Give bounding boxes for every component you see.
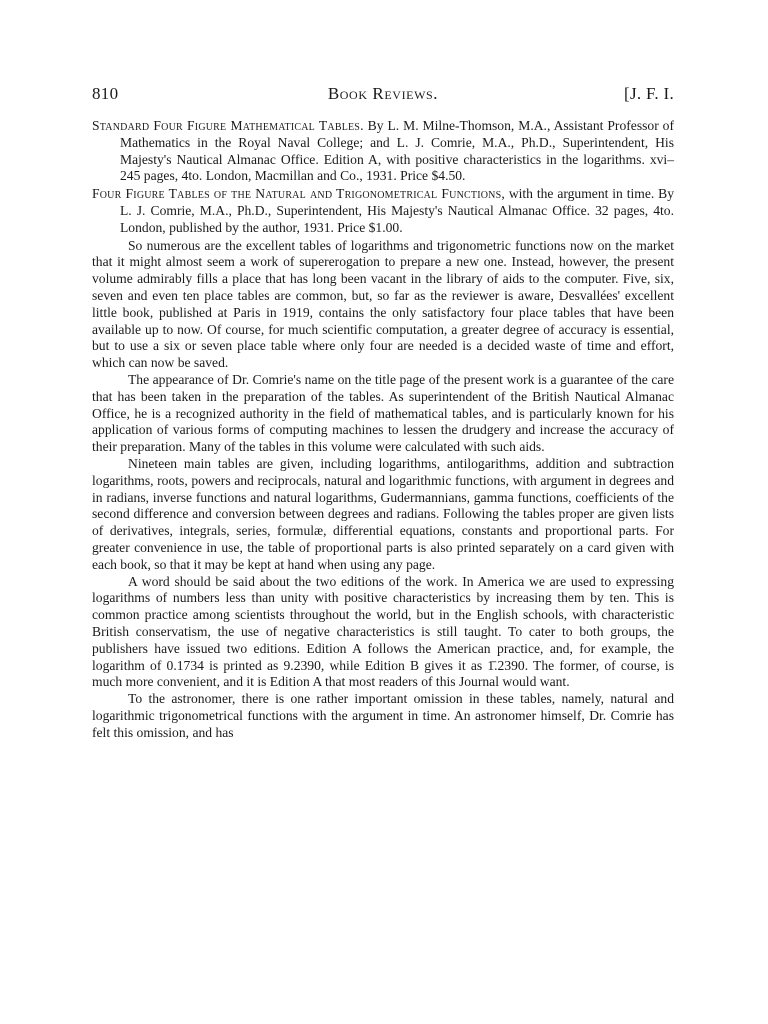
- book-entry-1: [92, 118, 674, 185]
- book-entry-details: By L. M. Milne-Thomson, M.A., Assistant Professor of Mathematics in the Royal Naval College; and L. J. Comrie, M.A., Ph.D., Superintendent, His Majesty's Nautical Almanac Office. Edition A, with positive characteristics in the logarithms. xvi–245 pages, 4to. London, Macmillan and Co., 1931. Price $4.50.: [120, 118, 674, 184]
- running-title: Book Reviews.: [327, 84, 439, 103]
- book-entry-title: Standard Four Figure Mathematical Tables.: [92, 118, 364, 133]
- review-paragraph: To the astronomer, there is one rather important omission in these tables, namely, natural and logarithmic trigonometrical functions with the argument in time. An astronomer himself, Dr. Comrie has felt this omission, and has: [92, 691, 674, 740]
- review-paragraph: Nineteen main tables are given, including logarithms, antilogarithms, addition and subtraction logarithms, roots, powers and reciprocals, natural and logarithmic functions, with argument in degrees and in radians, inverse functions and natural logarithms, Gudermannians, gamma functions, coefficients of the second difference and conversion between degrees and radians. Following the tables proper are given lists of derivatives, integrals, series, formulæ, differential equations, constants and proportional parts. For greater convenience in use, the table of proportional parts is also printed separately on a card given with each book, so that it may be kept at hand when using any page.: [92, 455, 674, 572]
- review-body: [92, 238, 674, 742]
- book-entry-details: with the argument in time. By L. J. Comrie, M.A., Ph.D., Superintendent, His Majesty's Nautical Almanac Office. 32 pages, 4to. London, published by the author, 1931. Price $1.00.: [120, 186, 674, 235]
- page-number: 810: [92, 84, 119, 103]
- review-paragraph: A word should be said about the two editions of the work. In America we are used to expressing logarithms of numbers less than unity with positive characteristics by increasing them by ten. This is common practice among scientists throughout the world, but in the English schools, with characteristic British conservatism, the use of negative characteristics is still taught. To cater to both groups, the publishers have issued two editions. Edition A follows the American practice, and, for example, the logarithm of 0.1734 is printed as 9.2390, while Edition B gives it as 1̄.2390. The former, of course, is much more convenient, and it is Edition A that most readers of this Journal would want.: [92, 573, 674, 690]
- book-entry-title: Four Figure Tables of the Natural and Trigonometrical Functions,: [92, 186, 505, 202]
- book-review-page: [92, 84, 674, 741]
- review-paragraph: The appearance of Dr. Comrie's name on the title page of the present work is a guarantee of the care that has been taken in the preparation of the tables. As superintendent of the British Nautical Almanac Office, he is a recognized authority in the field of mathematical tables, and is particularly known for his application of various forms of computing machines to lessen the drudgery and increase the accuracy of their preparation. Many of the tables in this volume were calculated with such aids.: [92, 371, 674, 455]
- book-entry-2: [92, 186, 674, 236]
- review-paragraph: So numerous are the excellent tables of logarithms and trigonometric functions now on the market that it might almost seem a work of supererogation to prepare a new one. Instead, however, the present volume admirably fills a place that has long been vacant in the library of aids to the computer. Five, six, seven and even ten place tables are common, but, so far as the reviewer is aware, Desvallées' excellent little book, published at Paris in 1919, contains the only satisfactory four place tables that have been available up to now. Of course, for much scientific computation, a greater degree of accuracy is essential, but to use a six or seven place table where only four are needed is a decided waste of time and effort, which can now be saved.: [92, 237, 674, 371]
- journal-abbreviation: [J. F. I.: [624, 84, 674, 103]
- page-header: [92, 84, 674, 110]
